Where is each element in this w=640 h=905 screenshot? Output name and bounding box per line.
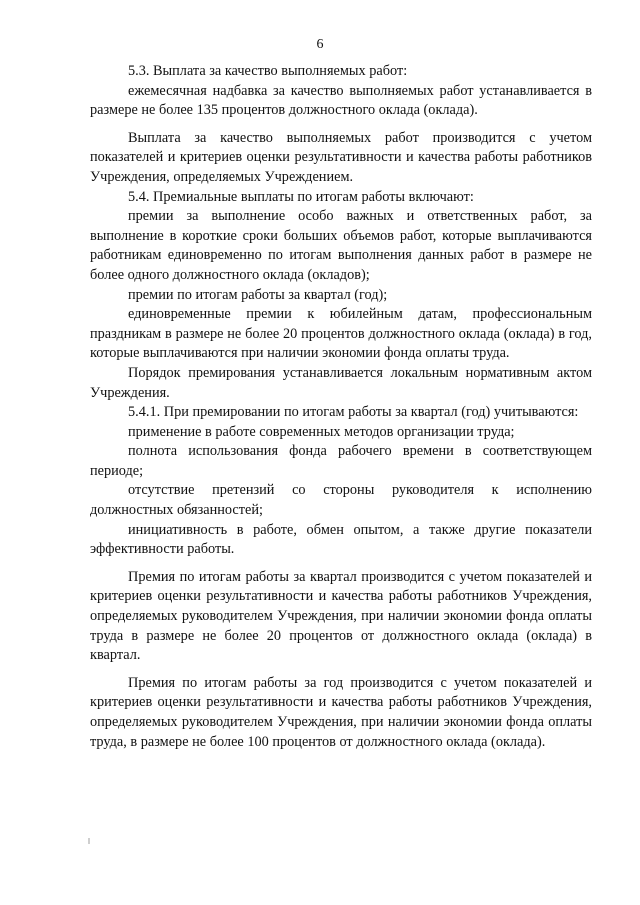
section-5-4-heading: 5.4. Премиальные выплаты по итогам работы включают: xyxy=(128,188,474,205)
paragraph-gap xyxy=(90,121,592,129)
list-item-anniversary-bonus: единовременные премии к юбилейным датам, профессиональным праздникам в размере не более 20 процентов должностного оклада (оклада) в год, которые выплачиваются при наличии экономии фонда оплаты труда. xyxy=(90,306,592,362)
paragraph-gap xyxy=(90,560,592,568)
paragraph-gap xyxy=(90,666,592,674)
document-body xyxy=(90,62,592,752)
scan-artifact xyxy=(88,838,90,844)
paragraph-year-bonus: Премия по итогам работы за год производится с учетом показателей и критериев оценки результативности и качества работы работников Учреждения, определяемых руководителем Учреждения, при наличии экономии фонда оплаты труда, в размере не более 100 процентов от должностного оклада (оклада). xyxy=(90,674,592,750)
list-item-initiative: инициативность в работе, обмен опытом, а также другие показатели эффективности работы. xyxy=(90,521,592,558)
list-item-no-claims: отсутствие претензий со стороны руководителя к исполнению должностных обязанностей; xyxy=(90,482,592,519)
section-5-4-1-heading: 5.4.1. При премировании по итогам работы за квартал (год) учитываются: xyxy=(128,404,579,421)
list-item-important-work-bonus: премии за выполнение особо важных и ответственных работ, за выполнение в короткие сроки больших объемов работ, которые выплачиваются работникам единовременно по итогам выполнения данных работ в размере не более одного должностного оклада (окладов); xyxy=(90,208,592,283)
section-5-3-heading: 5.3. Выплата за качество выполняемых работ: xyxy=(128,63,408,79)
paragraph-monthly-allowance: ежемесячная надбавка за качество выполняемых работ устанавливается в размере не более 135 процентов должностного оклада (оклада). xyxy=(90,82,592,119)
page-number: 6 xyxy=(316,37,324,52)
paragraph-quality-payment: Выплата за качество выполняемых работ производится с учетом показателей и критериев оценки результативности и качества работы работников Учреждения, определяемых Учреждением. xyxy=(90,129,592,185)
paragraph-quarter-bonus: Премия по итогам работы за квартал производится с учетом показателей и критериев оценки результативности и качества работы работников Учреждения, определяемых руководителем Учреждения, при наличии экономии фонда оплаты труда в размере не более 20 процентов от должностного оклада (оклада) в квартал. xyxy=(90,568,592,664)
list-item-quarter-year-bonus: премии по итогам работы за квартал (год); xyxy=(128,286,388,303)
list-item-modern-methods: применение в работе современных методов организации труда; xyxy=(128,423,515,440)
paragraph-bonus-procedure: Порядок премирования устанавливается локальным нормативным актом Учреждения. xyxy=(90,364,592,401)
list-item-working-time-fund: полнота использования фонда рабочего времени в соответствующем периоде; xyxy=(90,443,592,479)
